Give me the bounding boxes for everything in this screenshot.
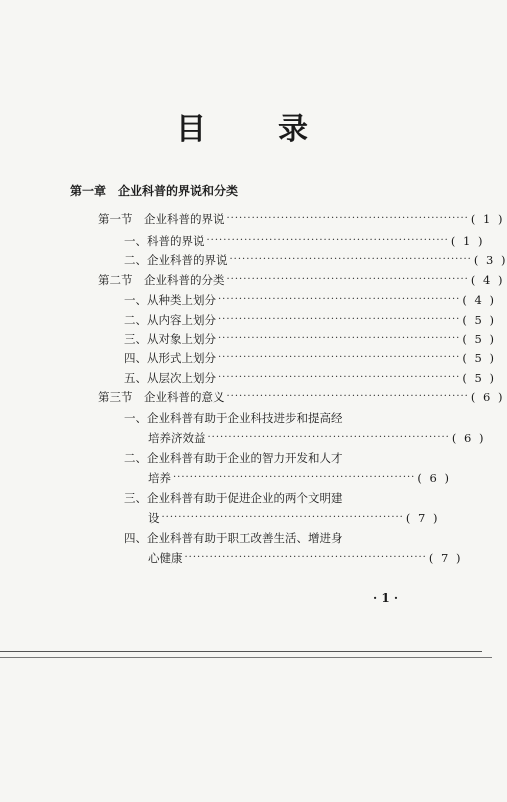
toc-entry-label: 第一节 企业科普的界说 (98, 212, 225, 226)
leader-dots: ·························································· (161, 512, 404, 523)
toc-page-number: ( 7 ) (428, 551, 463, 565)
toc-page-number: ( 4 ) (470, 273, 505, 287)
toc-entry-label: 三、从对象上划分 (124, 332, 216, 346)
leader-dots: ·························································· (229, 254, 472, 265)
toc-entry-label: 二、企业科普的界说 (124, 253, 228, 267)
page-edge-line (0, 651, 482, 652)
leader-dots: ·························································· (226, 213, 469, 224)
toc-entry-label: 培养济效益 (148, 431, 206, 445)
toc-item[interactable] (124, 311, 496, 329)
toc-item[interactable] (124, 251, 507, 269)
toc-entry-label: 四、从形式上划分 (124, 351, 216, 365)
page-edge-line (0, 657, 492, 658)
toc-entry-label: 一、从种类上划分 (124, 293, 216, 307)
toc-entry-label: 二、从内容上划分 (124, 313, 216, 327)
page-number: · 1 · (373, 591, 399, 605)
toc-page-number: ( 4 ) (462, 293, 496, 307)
toc-item-continuation[interactable] (148, 509, 440, 527)
toc-item[interactable] (124, 369, 496, 387)
toc-item-first-line[interactable]: 一、企业科普有助于企业科技进步和提高经 (124, 411, 343, 425)
toc-page-number: ( 1 ) (450, 234, 485, 248)
toc-item[interactable] (124, 349, 496, 367)
toc-item-first-line[interactable]: 四、企业科普有助于职工改善生活、增进身 (124, 531, 343, 545)
toc-section-2[interactable] (98, 271, 505, 289)
leader-dots: ·························································· (218, 352, 461, 363)
chapter-heading: 第一章 企业科普的界说和分类 (70, 184, 239, 198)
toc-page-number: ( 6 ) (470, 390, 505, 404)
leader-dots: ·························································· (218, 333, 461, 344)
leader-dots: ·························································· (206, 235, 449, 246)
toc-entry-label: 心健康 (148, 551, 183, 565)
toc-page-number: ( 5 ) (462, 371, 496, 385)
toc-entry-label: 培养 (148, 471, 171, 485)
toc-page-number: ( 3 ) (473, 253, 507, 267)
toc-section-3[interactable] (98, 388, 505, 406)
leader-dots: ·························································· (226, 274, 469, 285)
toc-page-number: ( 7 ) (405, 511, 440, 525)
leader-dots: ·························································· (218, 294, 461, 305)
toc-item-continuation[interactable] (148, 469, 451, 487)
toc-item-continuation[interactable] (148, 549, 463, 567)
leader-dots: ·························································· (207, 432, 450, 443)
toc-item[interactable] (124, 291, 496, 309)
toc-page-number: ( 1 ) (470, 212, 505, 226)
toc-entry-label: 设 (148, 511, 160, 525)
toc-entry-label: 第三节 企业科普的意义 (98, 390, 225, 404)
leader-dots: ·························································· (218, 314, 461, 325)
leader-dots: ·························································· (218, 372, 461, 383)
leader-dots: ·························································· (184, 552, 427, 563)
leader-dots: ·························································· (226, 391, 469, 402)
toc-page-number: ( 5 ) (462, 332, 496, 346)
page-title (0, 110, 506, 150)
title-char-1: 目 (176, 112, 206, 147)
toc-item[interactable] (124, 232, 485, 250)
leader-dots: ·························································· (173, 472, 416, 483)
toc-page-number: ( 5 ) (462, 313, 496, 327)
toc-item-first-line[interactable]: 二、企业科普有助于企业的智力开发和人才 (124, 451, 343, 465)
toc-item-first-line[interactable]: 三、企业科普有助于促进企业的两个文明建 (124, 491, 343, 505)
title-char-2: 录 (278, 112, 308, 147)
toc-item[interactable] (124, 330, 496, 348)
toc-item-continuation[interactable] (148, 429, 486, 447)
toc-section-1[interactable] (98, 210, 505, 228)
toc-entry-label: 五、从层次上划分 (124, 371, 216, 385)
toc-page-number: ( 6 ) (451, 431, 486, 445)
toc-page-number: ( 5 ) (462, 351, 496, 365)
toc-page-number: ( 6 ) (417, 471, 451, 485)
toc-entry-label: 一、科普的界说 (124, 234, 205, 248)
toc-entry-label: 第二节 企业科普的分类 (98, 273, 225, 287)
